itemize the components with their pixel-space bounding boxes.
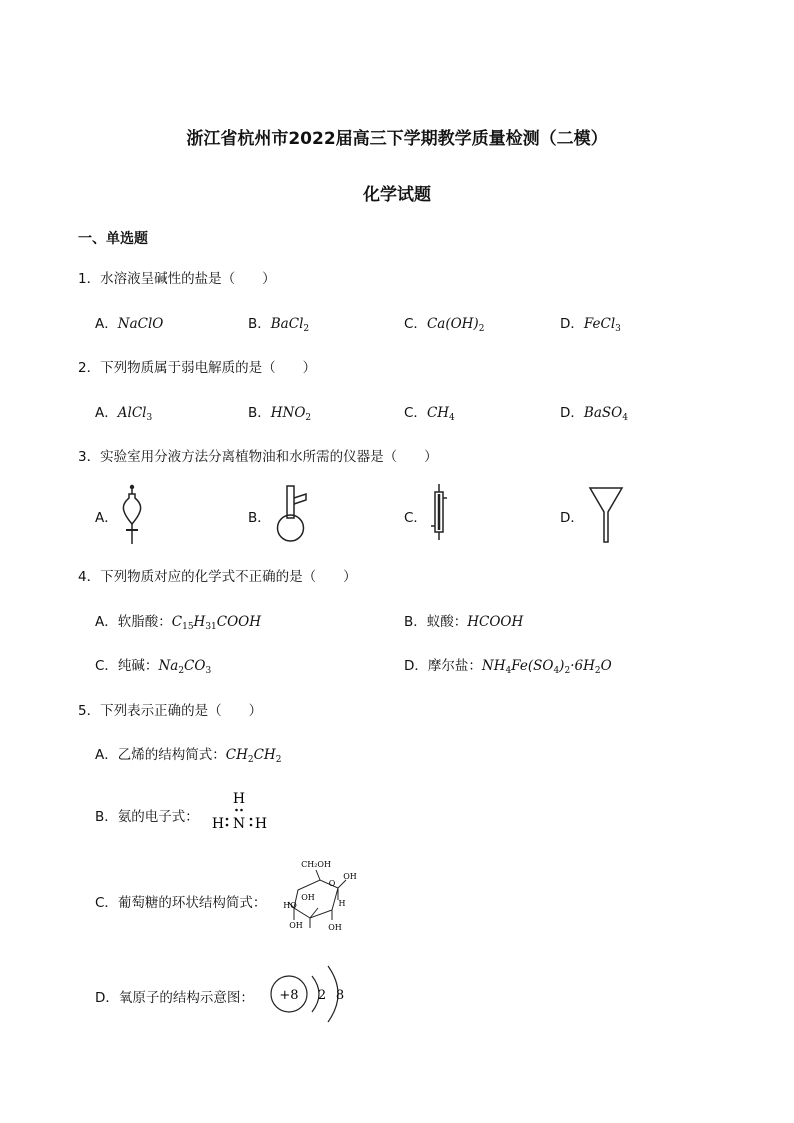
glucose-h: H (338, 899, 346, 908)
funnel-icon (588, 486, 624, 544)
glucose-ring-o: O (328, 879, 336, 888)
q5-option-d[interactable]: D．氧原子的结构示意图： (95, 990, 254, 1006)
glucose-oh-4: OH (289, 921, 303, 930)
q1-option-a-formula: NaClO (117, 316, 164, 332)
ammonia-n: N (232, 816, 246, 832)
glucose-ho: HO (283, 901, 297, 910)
q5-option-c[interactable]: C．葡萄糖的环状结构简式： (95, 895, 267, 911)
q5-option-b[interactable]: B．氨的电子式： (95, 809, 199, 825)
ammonia-h-right: H (254, 816, 268, 832)
ammonia-h-top: H (232, 791, 246, 807)
condenser-icon (428, 484, 450, 542)
q2-option-a[interactable]: A．AlCl$_3$ (95, 405, 153, 423)
separatory-funnel-icon (118, 484, 148, 546)
q4-option-b[interactable]: B．蚁酸：HCOOH (404, 614, 524, 630)
q3-option-c[interactable]: C． (404, 510, 427, 526)
question-1-stem: 1．水溶液呈碱性的盐是（ ） (78, 271, 276, 287)
ammonia-h-left: H (211, 816, 225, 832)
q3-option-b[interactable]: B． (248, 510, 271, 526)
q2-option-b[interactable]: B．$HNO_2$ (248, 405, 312, 423)
question-5-stem: 5．下列表示正确的是（ ） (78, 703, 263, 719)
q4-option-a[interactable]: A．软脂酸：$C_{15}H_{31}COOH$ (95, 614, 262, 632)
question-2-stem: 2．下列物质属于弱电解质的是（ ） (78, 360, 317, 376)
q4-option-d[interactable]: D．摩尔盐：$NH_4Fe(SO_4)_2\cdot 6H_2O$ (404, 658, 612, 676)
glucose-ring-structure (280, 858, 360, 944)
q3-option-a[interactable]: A． (95, 510, 118, 526)
nucleus-charge: +8 (279, 988, 299, 1003)
q5-option-a[interactable]: A．乙烯的结构简式：$CH_2CH_2$ (95, 747, 282, 765)
oxygen-atom-diagram (264, 960, 354, 1032)
glucose-oh-3: OH (328, 923, 342, 932)
q2-option-d[interactable]: D．BaSO$_4$ (560, 405, 628, 423)
question-4-stem: 4．下列物质对应的化学式不正确的是（ ） (78, 569, 357, 585)
q4-option-c[interactable]: C．纯碱：$Na_2CO_3$ (95, 658, 212, 676)
shell-1-electrons: 2 (317, 988, 327, 1003)
q1-option-c[interactable]: C．$Ca(OH)_2$ (404, 316, 485, 334)
distillation-flask-icon (276, 484, 320, 544)
shell-2-electrons: 8 (335, 988, 345, 1003)
exam-title: 浙江省杭州市2022届高三下学期教学质量检测（二模） (186, 129, 608, 149)
glucose-oh-1: OH (343, 872, 357, 881)
q1-option-b[interactable]: B．BaCl$_2$ (248, 316, 310, 334)
q1-option-d[interactable]: D．FeCl$_3$ (560, 316, 621, 334)
q1-option-a[interactable]: A．NaClO (95, 316, 164, 332)
q3-option-d[interactable]: D． (560, 510, 584, 526)
question-3-stem: 3．实验室用分液方法分离植物油和水所需的仪器是（ ） (78, 449, 438, 465)
exam-subtitle: 化学试题 (363, 185, 431, 205)
glucose-ch2oh: CH₂OH (301, 860, 331, 869)
ammonia-electron-formula (206, 788, 272, 834)
q2-option-c[interactable]: C．$CH_4$ (404, 405, 455, 423)
section-heading: 一、单选题 (78, 231, 148, 247)
glucose-oh-2: OH (301, 893, 315, 902)
